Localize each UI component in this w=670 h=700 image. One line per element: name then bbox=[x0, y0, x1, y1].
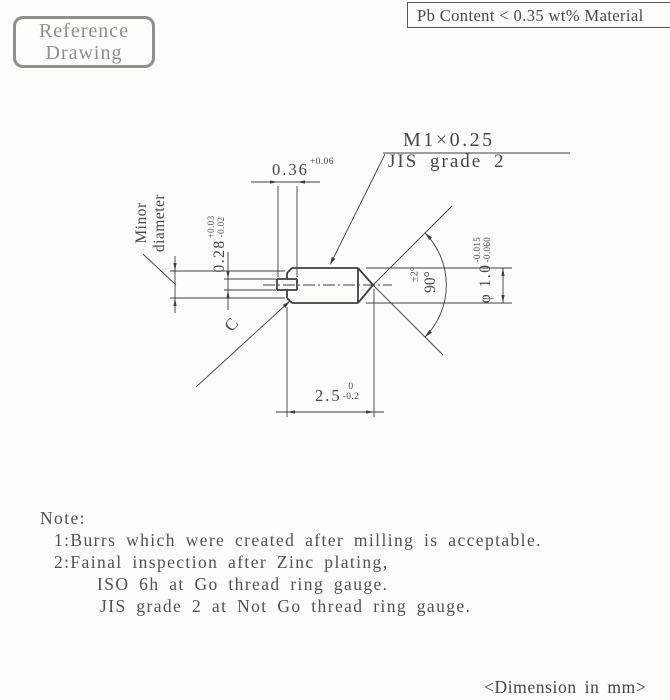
cone-angle-value: 90° bbox=[422, 271, 439, 293]
reference-drawing-stamp bbox=[13, 16, 155, 68]
thread-spec: M1×0.25 bbox=[403, 129, 495, 151]
stamp-line-2: Drawing bbox=[45, 42, 123, 64]
dim-slot-depth bbox=[272, 157, 334, 179]
chamfer-label: C bbox=[220, 314, 243, 336]
point-diameter-lower-tol: -0.060 bbox=[481, 236, 492, 263]
note-line-4: JIS grade 2 at Not Go thread ring gauge. bbox=[100, 596, 472, 616]
dim-slot-width bbox=[206, 204, 235, 284]
note-line-1: 1:Burrs which were created after milling is acceptable. bbox=[54, 530, 542, 550]
minor-label-line-2: diameter bbox=[151, 193, 168, 253]
point-diameter-upper-tol: -0.015 bbox=[472, 236, 482, 263]
dim-slot-depth-lines bbox=[251, 180, 320, 277]
slot-width-value: 0.28 bbox=[211, 239, 228, 273]
cone-angle-tolerance: ±2° bbox=[409, 267, 421, 282]
point-diameter-value: φ 1.0 bbox=[477, 263, 494, 304]
note-line-2: 2:Fainal inspection after Zinc plating, bbox=[54, 552, 389, 572]
overall-length-lower-tol: -0.2 bbox=[342, 391, 360, 402]
slot-depth-value: 0.36 bbox=[272, 160, 309, 179]
slot-width-upper-tol: +0.03 bbox=[206, 215, 216, 239]
screw-outline bbox=[277, 268, 373, 303]
stamp-line-1: Reference bbox=[38, 20, 130, 42]
thread-class: JIS grade 2 bbox=[388, 151, 506, 172]
dimension-unit-note: <Dimension in mm> bbox=[484, 677, 647, 697]
note-line-3: ISO 6h at Go thread ring gauge. bbox=[97, 574, 389, 594]
dim-cone-angle bbox=[422, 265, 440, 299]
minor-diameter-label bbox=[133, 182, 171, 264]
slot-width-lower-tol: -0.02 bbox=[215, 216, 226, 238]
notes-title: Note: bbox=[40, 508, 86, 528]
dim-cone-angle-tol bbox=[410, 261, 423, 289]
slot-depth-upper-tol: +0.06 bbox=[309, 157, 334, 167]
dim-overall-length bbox=[315, 382, 360, 405]
chamfer-leader bbox=[196, 301, 290, 387]
overall-length-value: 2.5 bbox=[315, 386, 342, 405]
material-banner: Pb Content < 0.35 wt% Material bbox=[407, 2, 670, 28]
minor-label-line-1: Minor bbox=[133, 202, 150, 244]
dim-point-diameter bbox=[472, 226, 501, 314]
overall-length-upper-tol: 0 bbox=[348, 382, 354, 392]
